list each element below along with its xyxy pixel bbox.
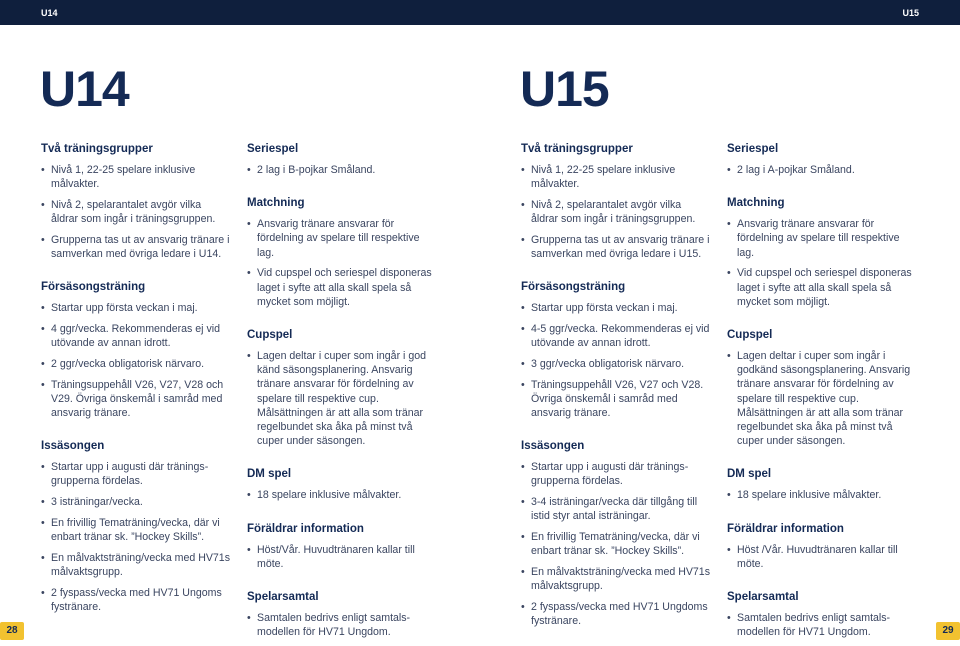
section-heading: DM spel (247, 468, 292, 481)
bullet-list (41, 301, 231, 420)
bullet-list (727, 488, 917, 502)
list-item: • Träningsuppehåll V26, V27 och V28. Övriga önskemål i samråd med ansvarig tränare. (521, 378, 711, 421)
section (247, 142, 437, 177)
bullet-list (247, 349, 437, 448)
section (41, 439, 231, 614)
list-item: • Nivå 1, 22-25 spelare inklusive målvakter. (521, 163, 711, 191)
bullet-list (727, 217, 917, 309)
list-item: • Lagen deltar i cuper som ingår i god känd säsongsplanering. Ansvarig tränare ansvarar för fördelning av spelare till respektive cup. Målsättningen är att alla som tränar regelbundet ska åka på minst två cuper under säsongen. (247, 349, 437, 448)
list-item: • Samtalen bedrivs enligt samtals-modellen för HV71 Ungdom. (727, 611, 917, 639)
section-heading: Seriespel (727, 143, 779, 155)
list-item: • Grupperna tas ut av ansvarig tränare i samverkan med övriga ledare i U14. (41, 233, 231, 261)
section (727, 590, 917, 639)
section (521, 280, 711, 420)
bullet-list (521, 163, 711, 261)
list-item: • En målvaktsträning/vecka med HV71s målvaktsgrupp. (521, 565, 711, 593)
section (247, 196, 437, 309)
list-item: • Höst /Vår. Huvudtränaren kallar till möte. (727, 543, 917, 571)
bullet-list (247, 488, 437, 502)
list-item: • Startar upp första veckan i maj. (521, 301, 711, 315)
bullet-list (247, 163, 437, 177)
bullet-list (727, 163, 917, 177)
list-item: • Nivå 2, spelarantalet avgör vilka åldrar som ingår i träningsgruppen. (41, 198, 231, 226)
list-item: • Lagen deltar i cuper som ingår i godkänd säsongsplanering. Ansvarig tränare ansvarar för fördelning av spelare till respektive cup. Målsättningen är att alla som tränar regelbundet ska åka på minst två cuper under säsongen. (727, 349, 917, 448)
list-item: • Nivå 1, 22-25 spelare inklusive målvakter. (41, 163, 231, 191)
list-item: • 3 ggr/vecka obligatorisk närvaro. (521, 357, 711, 371)
list-item: • 18 spelare inklusive målvakter. (247, 488, 437, 502)
bullet-list (41, 163, 231, 261)
section (41, 142, 231, 261)
list-item: • 2 lag i B-pojkar Småland. (247, 163, 437, 177)
column-1 (41, 142, 231, 633)
section (41, 280, 231, 420)
page-number-right: 29 (936, 622, 960, 640)
section (727, 142, 917, 177)
section-heading: Två träningsgrupper (521, 143, 633, 155)
section-heading: Föräldrar information (727, 522, 844, 535)
bullet-list (247, 217, 437, 309)
page-title-right: U15 (520, 61, 609, 117)
list-item: • 2 lag i A-pojkar Småland. (727, 163, 917, 177)
list-item: • En frivillig Tematräning/vecka, där vi enbart tränar sk. ”Hockey Skills”. (521, 530, 711, 558)
list-item: • Grupperna tas ut av ansvarig tränare i samverkan med övriga ledare i U15. (521, 233, 711, 261)
header-label-left: U14 (41, 8, 58, 18)
section (727, 328, 917, 448)
top-bar (0, 0, 960, 25)
column-4 (727, 142, 917, 646)
list-item: • Ansvarig tränare ansvarar för fördelning av spelare till respektive lag. (247, 217, 437, 260)
section (521, 439, 711, 628)
section-heading: Matchning (247, 197, 305, 210)
list-item: • 2 ggr/vecka obligatorisk närvaro. (41, 357, 231, 371)
bullet-list (521, 460, 711, 628)
section-heading: Försäsongsträning (41, 281, 146, 294)
header-label-right: U15 (902, 8, 919, 18)
section (727, 467, 917, 502)
section-heading: Cupspel (247, 328, 293, 341)
section (247, 467, 437, 502)
list-item: • 3-4 isträningar/vecka där tillgång till istid styr antal isträningar. (521, 495, 711, 523)
bullet-list (247, 543, 437, 571)
list-item: • Samtalen bedrivs enligt samtals-modellen för HV71 Ungdom. (247, 611, 437, 639)
bullet-list (727, 611, 917, 639)
section-heading: Föräldrar information (247, 522, 364, 535)
section-heading: DM spel (727, 468, 772, 481)
list-item: • Startar upp första veckan i maj. (41, 301, 231, 315)
bullet-list (41, 460, 231, 614)
list-item: • Startar upp i augusti där tränings-grupperna fördelas. (41, 460, 231, 488)
list-item: • En målvaktsträning/vecka med HV71s målvaktsgrupp. (41, 551, 231, 579)
list-item: • 4-5 ggr/vecka. Rekommenderas ej vid utövande av annan idrott. (521, 322, 711, 350)
bullet-list (521, 301, 711, 420)
section (247, 328, 437, 448)
section-heading: Spelarsamtal (247, 590, 319, 603)
section-heading: Issäsongen (521, 440, 585, 453)
section-heading: Spelarsamtal (727, 590, 799, 603)
bullet-list (727, 543, 917, 571)
section-heading: Issäsongen (41, 440, 105, 453)
list-item: • Vid cupspel och seriespel disponeras laget i syfte att alla skall spela så mycket som möjligt. (247, 266, 437, 309)
section (727, 522, 917, 571)
section-heading: Seriespel (247, 143, 299, 155)
column-2 (247, 142, 437, 646)
list-item: • 18 spelare inklusive målvakter. (727, 488, 917, 502)
list-item: • 2 fyspass/vecka med HV71 Ungdoms fystränare. (521, 600, 711, 628)
list-item: • Startar upp i augusti där tränings-grupperna fördelas. (521, 460, 711, 488)
section-heading: Två träningsgrupper (41, 143, 153, 155)
section (727, 196, 917, 309)
list-item: • 4 ggr/vecka. Rekommenderas ej vid utövande av annan idrott. (41, 322, 231, 350)
section-heading: Cupspel (727, 328, 773, 341)
list-item: • Nivå 2, spelarantalet avgör vilka åldrar som ingår i träningsgruppen. (521, 198, 711, 226)
list-item: • 3 isträningar/vecka. (41, 495, 231, 509)
list-item: • Höst/Vår. Huvudtränaren kallar till möte. (247, 543, 437, 571)
column-3 (521, 142, 711, 646)
bullet-list (247, 611, 437, 639)
page-title-left: U14 (40, 61, 129, 117)
list-item: • Ansvarig tränare ansvarar för fördelning av spelare till respektive lag. (727, 217, 917, 260)
bullet-list (727, 349, 917, 448)
section (247, 522, 437, 571)
section (521, 142, 711, 261)
section (247, 590, 437, 639)
section-heading: Försäsongsträning (521, 281, 626, 294)
list-item: • Träningsuppehåll V26, V27, V28 och V29. Övriga önskemål i samråd med ansvarig tränare. (41, 378, 231, 421)
page-number-left: 28 (0, 622, 24, 640)
list-item: • En frivillig Tematräning/vecka, där vi enbart tränar sk. ”Hockey Skills”. (41, 516, 231, 544)
section-heading: Matchning (727, 197, 785, 210)
list-item: • 2 fyspass/vecka med HV71 Ungoms fystränare. (41, 586, 231, 614)
list-item: • Vid cupspel och seriespel disponeras laget i syfte att alla skall spela så mycket som möjligt. (727, 266, 917, 309)
